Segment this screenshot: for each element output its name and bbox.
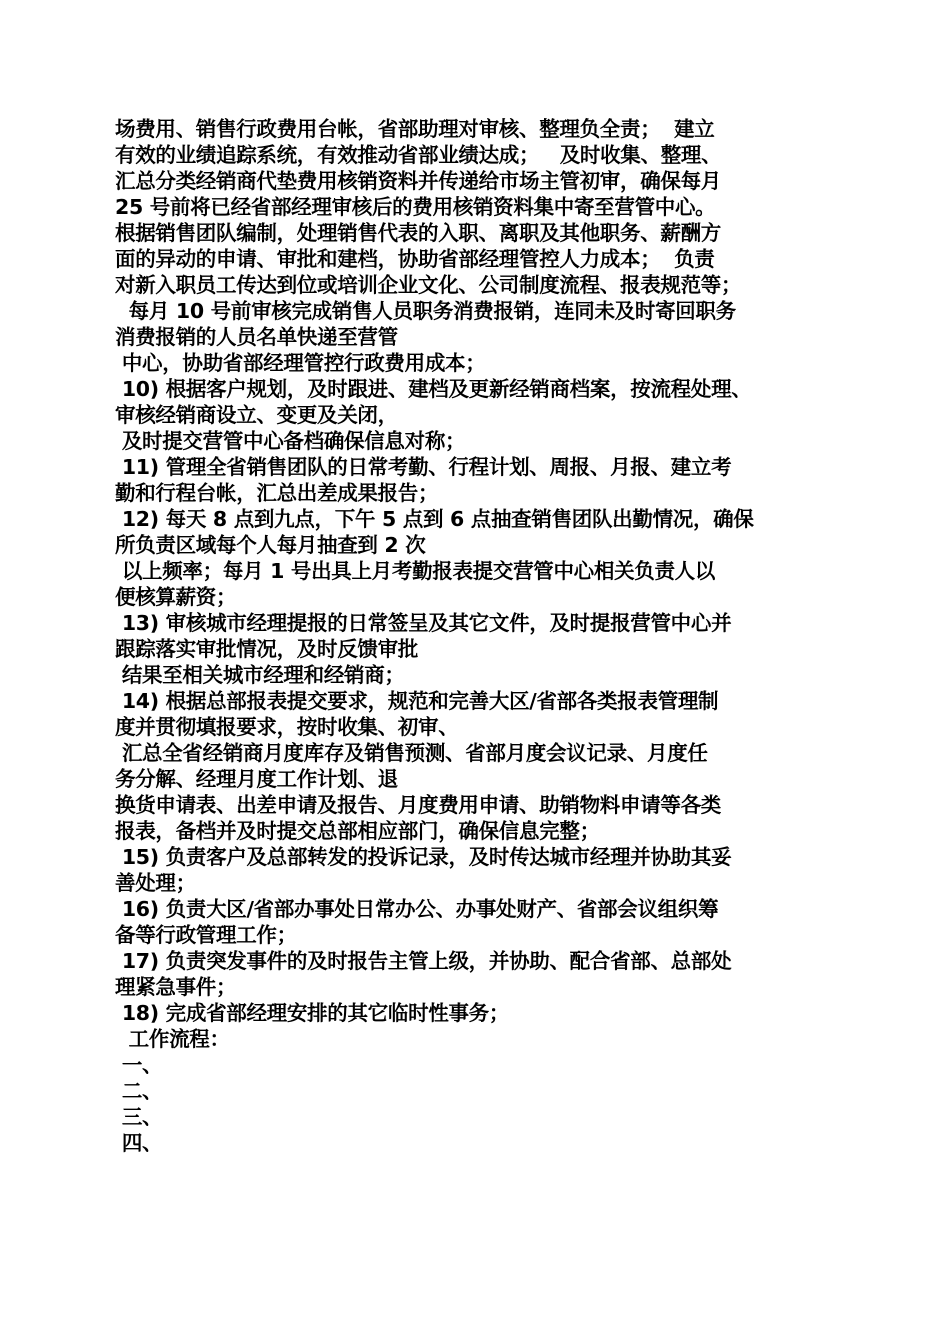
text-line: 对新入职员工传达到位或培训企业文化、公司制度流程、报表规范等； xyxy=(115,273,742,297)
text-line: 备等行政管理工作； xyxy=(115,923,297,947)
list-item: 三、 xyxy=(115,1105,163,1129)
text-line: 根据销售团队编制，处理销售代表的入职、离职及其他职务、薪酬方 xyxy=(115,221,721,245)
text-line: 17) 负责突发事件的及时报告主管上级，并协助、配合省部、总部处 xyxy=(115,949,732,973)
text-line: 18) 完成省部经理安排的其它临时性事务； xyxy=(115,1001,510,1025)
text-line: 所负责区域每个人每月抽查到 2 次 xyxy=(115,533,426,557)
section-heading: 工作流程： xyxy=(115,1027,230,1051)
text-line: 每月 10 号前审核完成销售人员职务消费报销，连同未及时寄回职务 xyxy=(115,299,736,323)
text-line: 25 号前将已经省部经理审核后的费用核销资料集中寄至营管中心。 xyxy=(115,195,716,219)
list-item: 一、 xyxy=(115,1053,163,1077)
text-line: 以上频率；每月 1 号出具上月考勤报表提交营管中心相关负责人以 xyxy=(115,559,716,583)
text-line: 报表，备档并及时提交总部相应部门，确保信息完整； xyxy=(115,819,600,843)
text-line: 汇总分类经销商代垫费用核销资料并传递给市场主管初审，确保每月 xyxy=(115,169,721,193)
text-line: 场费用、销售行政费用台帐，省部助理对审核、整理负全责； 建立 xyxy=(115,117,715,141)
text-line: 面的异动的申请、审批和建档，协助省部经理管控人力成本； 负责 xyxy=(115,247,715,271)
text-line: 中心，协助省部经理管控行政费用成本； xyxy=(115,351,486,375)
text-line: 13) 审核城市经理提报的日常签呈及其它文件，及时提报营管中心并 xyxy=(115,611,732,635)
text-line: 10) 根据客户规划，及时跟进、建档及更新经销商档案，按流程处理、 xyxy=(115,377,752,401)
text-line: 15) 负责客户及总部转发的投诉记录，及时传达城市经理并协助其妥 xyxy=(115,845,732,869)
text-line: 务分解、经理月度工作计划、退 xyxy=(115,767,398,791)
text-line: 审核经销商设立、变更及关闭， xyxy=(115,403,398,427)
text-line: 有效的业绩追踪系统，有效推动省部业绩达成； 及时收集、整理、 xyxy=(115,143,722,167)
text-line: 理紧急事件； xyxy=(115,975,237,999)
text-line: 度并贯彻填报要求，按时收集、初审、 xyxy=(115,715,459,739)
text-line: 换货申请表、出差申请及报告、月度费用申请、助销物料申请等各类 xyxy=(115,793,721,817)
text-line: 11) 管理全省销售团队的日常考勤、行程计划、周报、月报、建立考 xyxy=(115,455,732,479)
text-line: 及时提交营管中心备档确保信息对称； xyxy=(115,429,466,453)
document-body xyxy=(115,116,845,1156)
list-item: 四、 xyxy=(115,1131,163,1155)
text-line: 跟踪落实审批情况，及时反馈审批 xyxy=(115,637,418,661)
text-line: 14) 根据总部报表提交要求，规范和完善大区/省部各类报表管理制 xyxy=(115,689,719,713)
text-line: 消费报销的人员名单快递至营管 xyxy=(115,325,398,349)
list-item: 二、 xyxy=(115,1079,163,1103)
text-line: 勤和行程台帐，汇总出差成果报告； xyxy=(115,481,439,505)
text-line: 结果至相关城市经理和经销商； xyxy=(115,663,405,687)
text-line: 汇总全省经销商月度库存及销售预测、省部月度会议记录、月度任 xyxy=(115,741,708,765)
text-line: 便核算薪资； xyxy=(115,585,237,609)
text-line: 12) 每天 8 点到九点，下午 5 点到 6 点抽查销售团队出勤情况，确保 xyxy=(115,507,754,531)
text-line: 善处理； xyxy=(115,871,196,895)
text-line: 16) 负责大区/省部办事处日常办公、办事处财产、省部会议组织筹 xyxy=(115,897,719,921)
